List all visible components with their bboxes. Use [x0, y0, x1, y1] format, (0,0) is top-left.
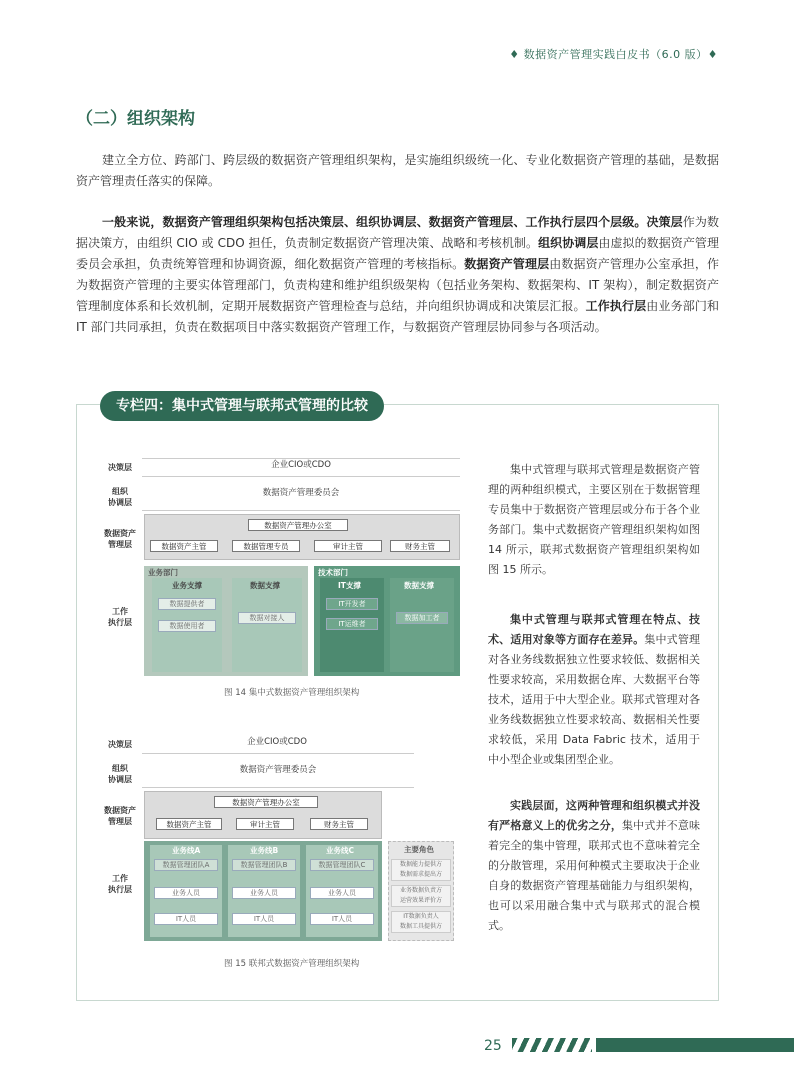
paragraph-layers — [76, 212, 719, 338]
figure-15-caption: 图 15 联邦式数据资产管理组织架构 — [224, 959, 360, 969]
cio-bar: 企业CIO或CDO — [247, 737, 307, 747]
text: 集中式并不意味着完全的集中管理，联邦式也不意味着完全的分散管理，采用何种模式主要取决于企业自身的数据资产管理基础能力与组织架构，也可以采用融合集中式与联邦式的混合模式。 — [488, 819, 700, 932]
biz-dept-label: 业务部门 — [148, 568, 178, 577]
side-text-3 — [488, 796, 700, 936]
data-support-label: 数据支撑 — [250, 581, 280, 590]
biz-staff-box: 业务人员 — [310, 887, 374, 899]
it-support-label: IT支撑 — [338, 581, 361, 590]
layer-label-coord: 组织 协调层 — [108, 487, 132, 507]
team-box: 数据管理团队B — [232, 859, 296, 871]
biz-staff-box: 业务人员 — [154, 887, 218, 899]
sidebar-box-title: 专栏四：集中式管理与联邦式管理的比较 — [100, 391, 384, 421]
layer-label-mgmt: 数据资产 管理层 — [104, 529, 136, 549]
layer-label-decision: 决策层 — [108, 740, 132, 749]
role-user: 数据使用者 — [158, 620, 216, 632]
team-box: 数据管理团队C — [310, 859, 374, 871]
bold-text: 一般来说，数据资产管理组织架构包括决策层、组织协调层、数据资产管理层、工作执行层四个层级。决策层 — [102, 215, 683, 229]
text: 由业务部门和 IT 部门共同承担，负责在数据项目中落实数据资产管理工作，与数据资产管理层协同参与各项活动。 — [76, 299, 719, 334]
team-box: 数据管理团队A — [154, 859, 218, 871]
cio-bar: 企业CIO或CDO — [271, 460, 331, 470]
committee-bar: 数据资产管理委员会 — [239, 765, 317, 775]
committee-bar: 数据资产管理委员会 — [262, 488, 340, 498]
figure-14-caption: 图 14 集中式数据资产管理组织架构 — [224, 688, 360, 698]
role-it-dev: IT开发者 — [326, 598, 378, 610]
layer-label-exec: 工作 执行层 — [108, 874, 132, 894]
bold-text: 实践层面，这两种管理和组织模式并没有严格意义上的优劣之分， — [488, 799, 700, 832]
office-box: 数据资产管理办公室 — [214, 796, 318, 808]
bold-text: 集中式管理与联邦式管理在特点、技术、适用对象等方面存在差异。 — [488, 613, 700, 646]
text: 由虚拟的数据资产管理委员会承担，负责统筹管理和协调资源，细化数据资产管理的考核指标。 — [76, 236, 719, 271]
biz-support-label: 业务支撑 — [172, 581, 202, 590]
bold-text: 组织协调层 — [538, 236, 599, 250]
layer-label-exec: 工作 执行层 — [108, 607, 132, 627]
role-it-ops: IT运维者 — [326, 618, 378, 630]
data-support-area — [232, 578, 302, 672]
side-text-1: 集中式管理与联邦式管理是数据资产管理的两种组织模式，主要区别在于数据管理专员集中于数据资产管理层或分布于各个业务部门。集中式数据资产管理组织架构如图 14 所示，联邦式数据资产管理组织架构如图 15 所示。 — [488, 463, 700, 576]
it-staff-box: IT人员 — [154, 913, 218, 925]
tech-dept-label: 技术部门 — [318, 568, 348, 577]
role-box: 财务主管 — [390, 540, 450, 552]
data-support2-label: 数据支撑 — [404, 581, 434, 590]
role-box: 数据资产主管 — [156, 818, 222, 830]
text: 集中式管理对各业务线数据独立性要求较低、数据相关性要求较高，采用数据仓库、大数据平台等技术，适用于中大型企业。联邦式管理对各业务线数据独立性要求较高、数据相关性要求较低，采用 Data Fabric 技术，适用于中小型企业或集团型企业。 — [488, 633, 701, 766]
role-box: 审计主管 — [314, 540, 382, 552]
role-provider: 数据提供者 — [158, 598, 216, 610]
layer-label-decision: 决策层 — [108, 463, 132, 472]
role-box: 数据管理专员 — [232, 540, 300, 552]
role-box: 数据资产主管 — [150, 540, 218, 552]
main-role-item: 数据能力提供方 数据需求提出方 — [391, 859, 451, 881]
business-line-label: 业务线C — [326, 846, 355, 855]
office-box: 数据资产管理办公室 — [248, 519, 348, 531]
paragraph-intro: 建立全方位、跨部门、跨层级的数据资产管理组织架构，是实施组织级统一化、专业化数据资产管理的基础，是数据资产管理责任落实的保障。 — [76, 153, 719, 188]
main-roles-label: 主要角色 — [404, 845, 434, 854]
footer-bar — [596, 1038, 794, 1052]
role-box: 审计主管 — [236, 818, 294, 830]
section-title: （二）组织架构 — [76, 109, 195, 129]
side-text-2 — [488, 610, 700, 770]
bold-text: 数据资产管理层 — [464, 257, 550, 271]
biz-staff-box: 业务人员 — [232, 887, 296, 899]
role-broker: 数据对接人 — [238, 612, 296, 624]
it-staff-box: IT人员 — [232, 913, 296, 925]
role-box: 财务主管 — [310, 818, 368, 830]
text: 作为数据决策方，由组织 CIO 或 CDO 担任，负责制定数据资产管理决策、战略和考核机制。 — [76, 215, 719, 250]
business-line-label: 业务线B — [250, 846, 279, 855]
footer-stripes — [512, 1038, 592, 1052]
text: 由数据资产管理办公室承担，作为数据资产管理的主要实体管理部门，负责构建和维护组织级架构（包括业务架构、数据架构、IT 架构），制定数据资产管理制度体系和长效机制，定期开展数据资产管理检查与总结，并向组织协调成和决策层汇报。 — [76, 257, 719, 313]
figure-14-centralized — [98, 456, 460, 698]
role-processor: 数据加工者 — [396, 612, 448, 624]
main-role-item: 业务数据负责方 运营效果评价方 — [391, 885, 451, 907]
main-role-item: IT数据负责人 数据工具提供方 — [391, 911, 451, 933]
running-header: ♦ 数据资产管理实践白皮书（6.0 版）♦ — [509, 48, 718, 61]
business-line-label: 业务线A — [172, 846, 201, 855]
figure-15-federated — [98, 733, 460, 969]
layer-label-mgmt: 数据资产 管理层 — [104, 806, 136, 826]
it-staff-box: IT人员 — [310, 913, 374, 925]
layer-label-coord: 组织 协调层 — [108, 764, 132, 784]
page-number: 25 — [484, 1038, 502, 1054]
data-support2-area — [390, 578, 454, 672]
bold-text: 工作执行层 — [585, 299, 647, 313]
